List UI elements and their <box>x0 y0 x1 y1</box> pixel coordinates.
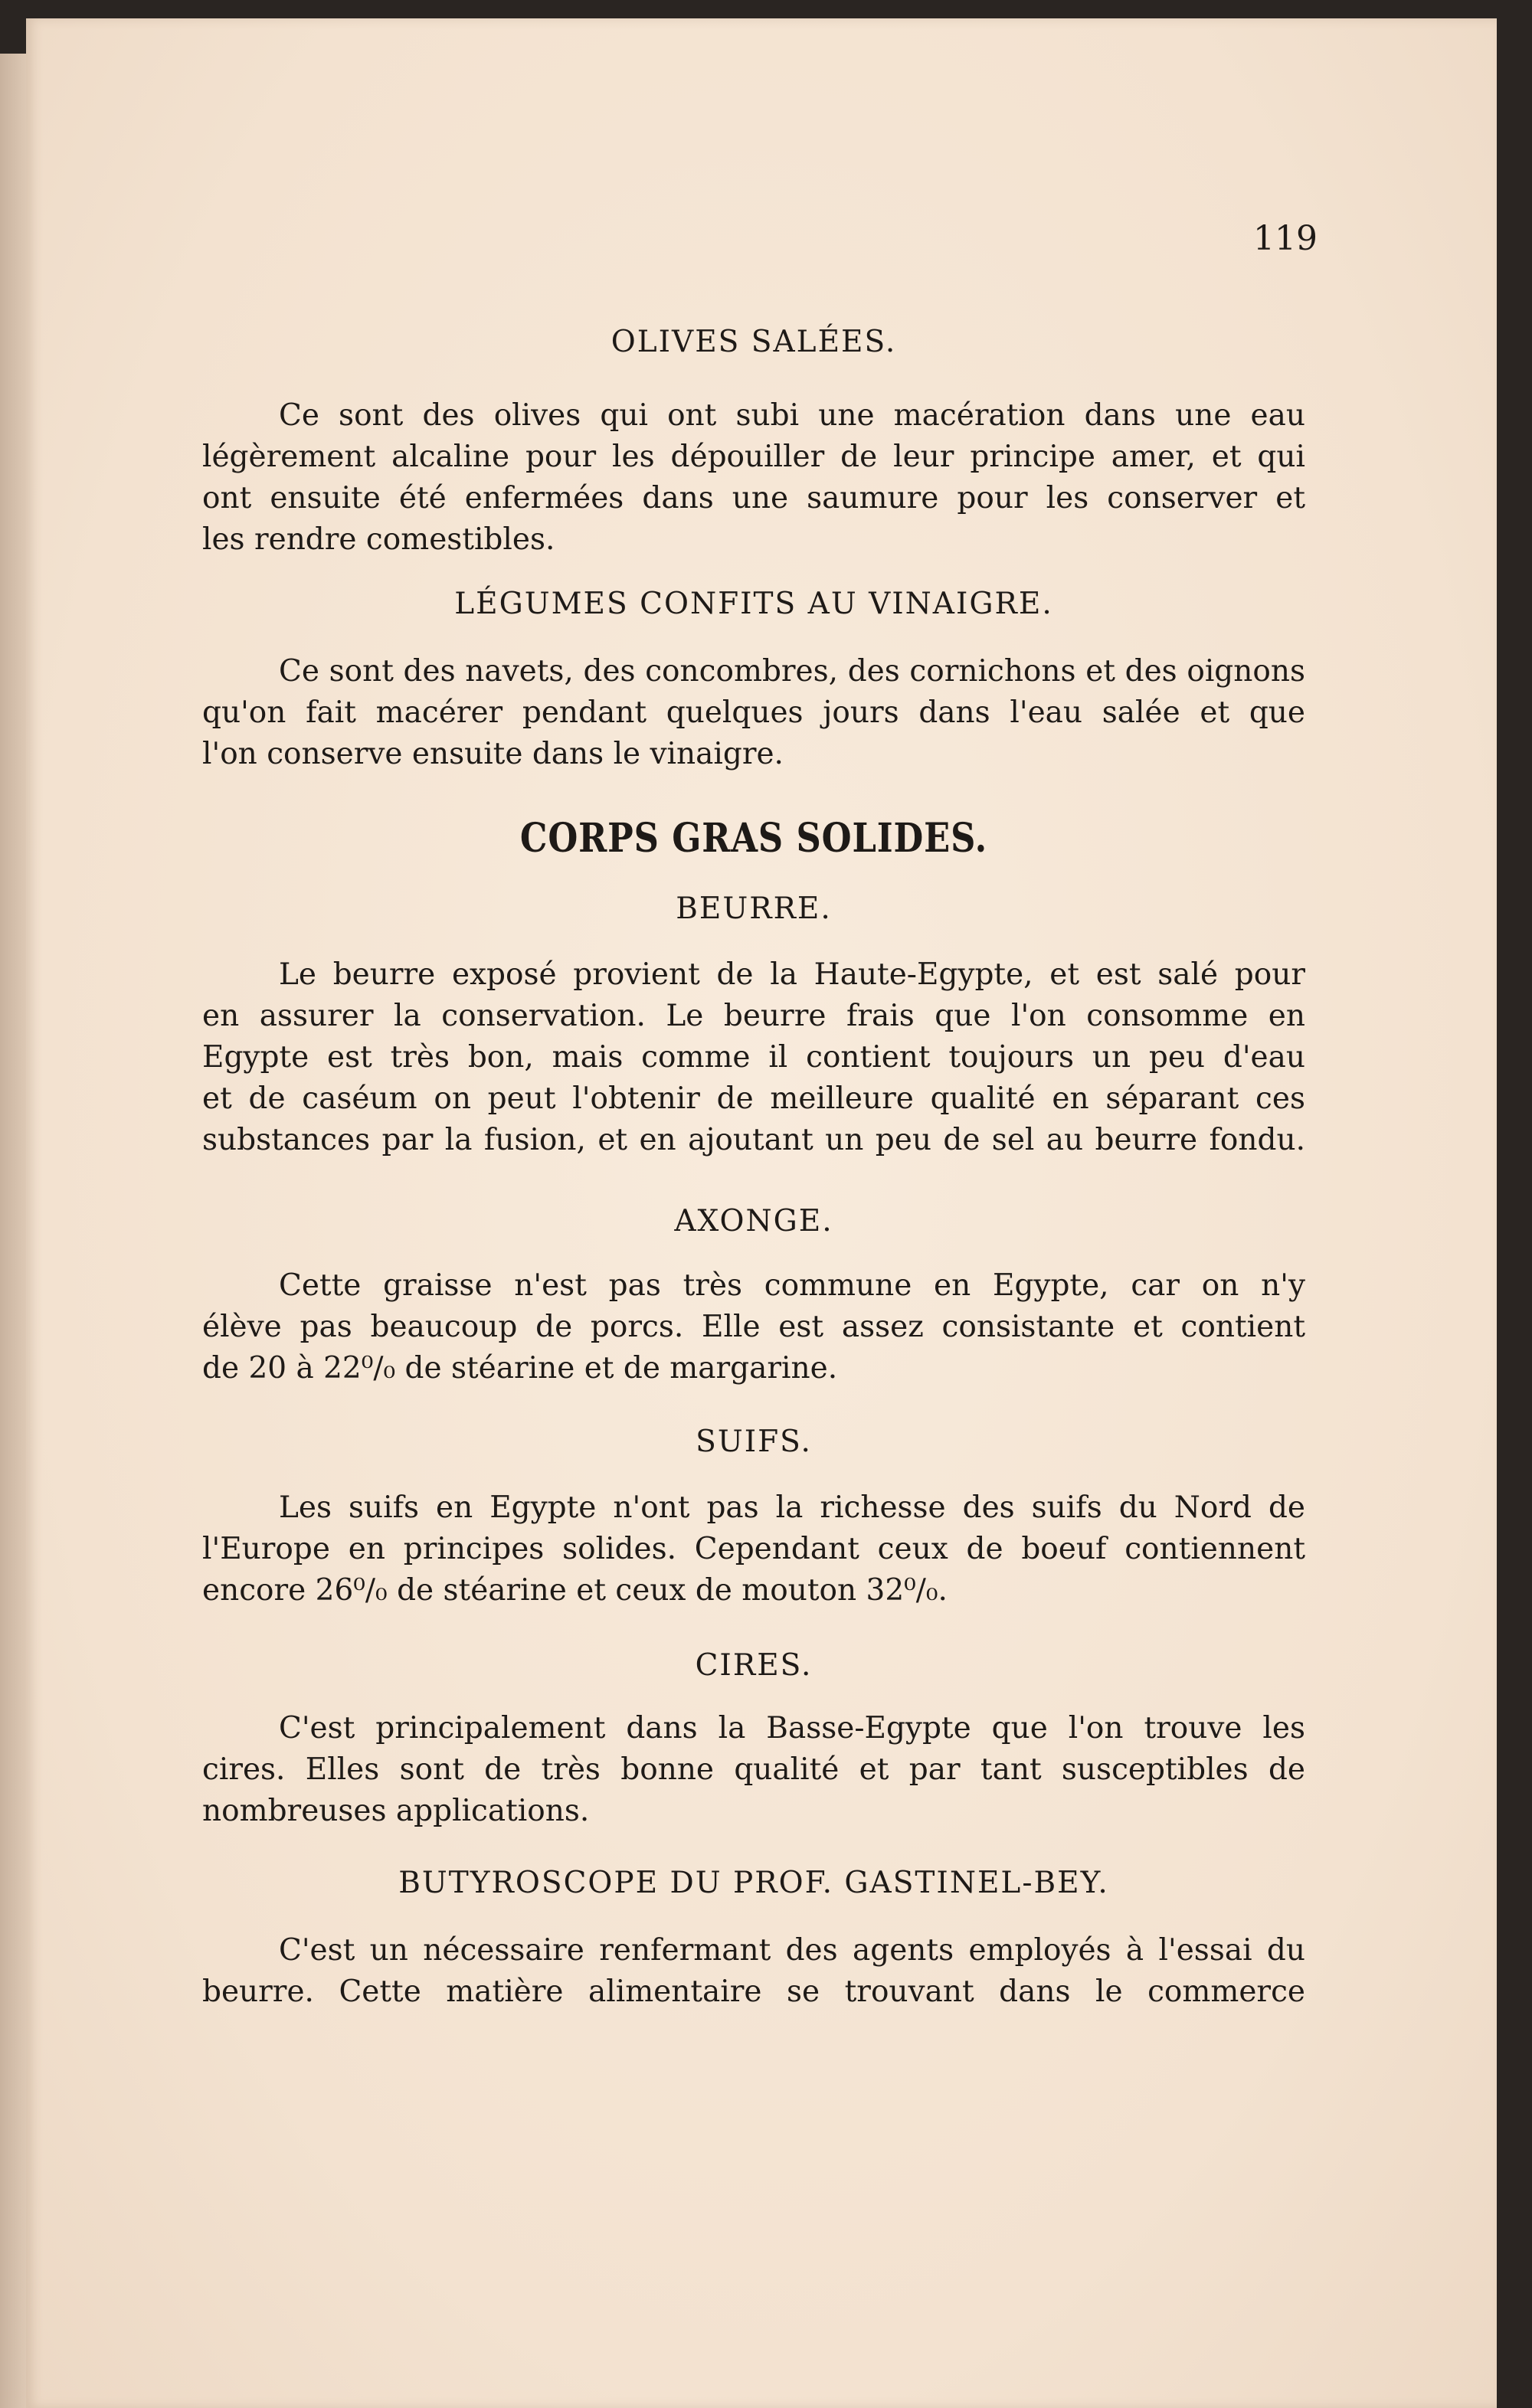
paragraph-beurre <box>202 954 1305 1161</box>
text-line: C'est principalement dans la Basse-Egypte que l'on trouve les <box>279 1711 1305 1745</box>
paragraph-olives-salees <box>202 395 1305 561</box>
paragraph-suifs <box>202 1487 1305 1611</box>
heading-corps-gras-solides: CORPS GRAS SOLIDES. <box>519 815 988 862</box>
heading-beurre: BEURRE. <box>676 892 832 926</box>
text-line: encore 26⁰/₀ de stéarine et ceux de mouton 32⁰/₀. <box>202 1573 948 1608</box>
heading-cires: CIRES. <box>695 1648 813 1683</box>
text-line: ont ensuite été enfermées dans une saumure pour les conserver et <box>202 481 1305 515</box>
text-line: Le beurre exposé provient de la Haute-Egypte, et est salé pour <box>279 957 1305 992</box>
text-line: substances par la fusion, et en ajoutant un peu de sel au beurre fondu. <box>202 1123 1305 1157</box>
paragraph-cires <box>202 1708 1305 1832</box>
text-line: l'on conserve ensuite dans le vinaigre. <box>202 737 784 771</box>
text-line: élève pas beaucoup de porcs. Elle est assez consistante et contient <box>202 1310 1305 1344</box>
text-line: cires. Elles sont de très bonne qualité et par tant susceptibles de <box>202 1752 1305 1787</box>
text-line: Ce sont des navets, des concombres, des cornichons et des oignons <box>279 654 1305 689</box>
text-line: qu'on fait macérer pendant quelques jours dans l'eau salée et que <box>202 695 1305 730</box>
text-line: et de caséum on peut l'obtenir de meilleure qualité en séparant ces <box>202 1081 1305 1116</box>
text-line: légèrement alcaline pour les dépouiller de leur principe amer, et qui <box>202 440 1305 474</box>
text-line: Cette graisse n'est pas très commune en Egypte, car on n'y <box>279 1268 1305 1303</box>
text-line: Egypte est très bon, mais comme il contient toujours un peu d'eau <box>202 1040 1305 1075</box>
text-line: de 20 à 22⁰/₀ de stéarine et de margarine. <box>202 1351 838 1386</box>
paragraph-legumes-confits <box>202 651 1305 775</box>
heading-axonge: AXONGE. <box>674 1204 833 1238</box>
page-number: 119 <box>1253 219 1318 258</box>
text-line: Les suifs en Egypte n'ont pas la richesse des suifs du Nord de <box>279 1490 1305 1525</box>
heading-legumes-confits: LÉGUMES CONFITS AU VINAIGRE. <box>454 587 1053 621</box>
heading-butyroscope: BUTYROSCOPE DU PROF. GASTINEL-BEY. <box>398 1866 1109 1900</box>
heading-olives-salees: OLIVES SALÉES. <box>611 325 897 359</box>
paragraph-axonge <box>202 1265 1305 1389</box>
text-line: nombreuses applications. <box>202 1794 590 1828</box>
text-line: Ce sont des olives qui ont subi une macération dans une eau <box>279 398 1305 433</box>
text-line: C'est un nécessaire renfermant des agents employés à l'essai du <box>279 1933 1305 1968</box>
paragraph-butyroscope <box>202 1930 1305 2013</box>
text-line: l'Europe en principes solides. Cependant ceux de boeuf contiennent <box>202 1532 1305 1566</box>
text-line: les rendre comestibles. <box>202 522 555 557</box>
text-line: en assurer la conservation. Le beurre frais que l'on consomme en <box>202 999 1305 1033</box>
text-line: beurre. Cette matière alimentaire se trouvant dans le commerce <box>202 1974 1305 2009</box>
page <box>26 18 1497 2408</box>
heading-suifs: SUIFS. <box>696 1425 812 1459</box>
